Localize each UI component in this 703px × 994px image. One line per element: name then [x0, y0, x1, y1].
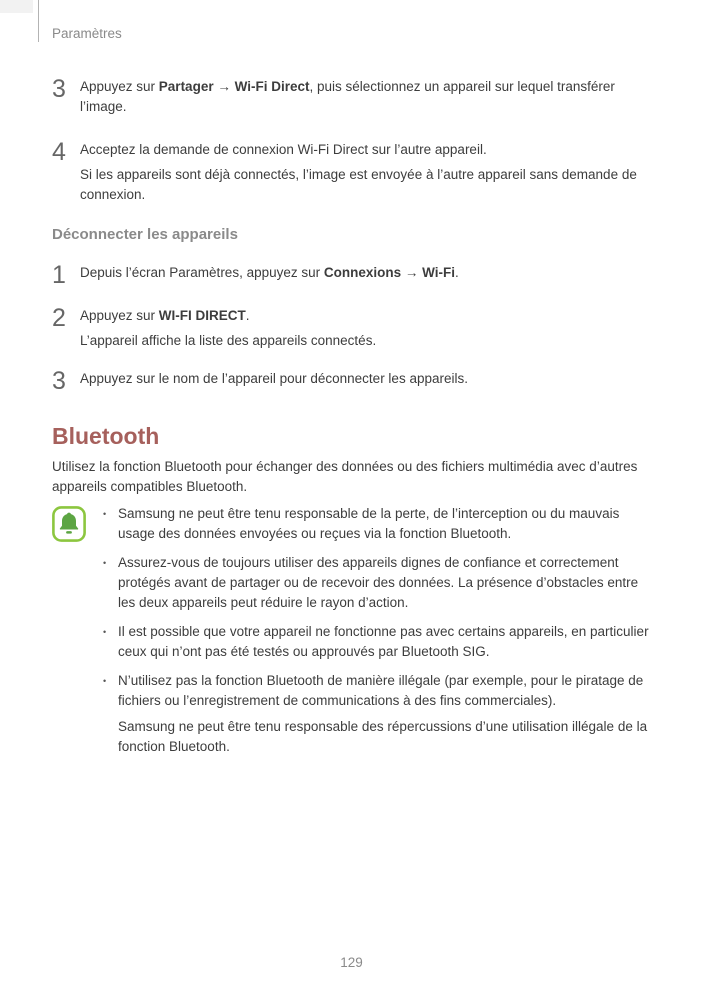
- step-disconnect-3: [52, 369, 650, 393]
- step-text: [80, 77, 650, 117]
- text-segment-bold: Wi-Fi: [422, 265, 456, 280]
- page-number: 129: [340, 955, 363, 970]
- bullet-followup-text: Samsung ne peut être tenu responsable des répercussions d’une utilisation illégale de la fonction Bluetooth.: [118, 719, 648, 754]
- step-number: 3: [52, 75, 66, 103]
- step-number: 2: [52, 304, 66, 332]
- notice-bullet-list: [103, 504, 650, 757]
- bluetooth-intro: Utilisez la fonction Bluetooth pour échanger des données ou des fichiers multimédia avec d’autres appareils compatibles Bluetooth.: [52, 459, 638, 494]
- text-segment: , puis sélectionnez un appareil sur lequel transférer l’image.: [80, 79, 615, 114]
- step-body: [80, 140, 650, 205]
- step-body: [80, 263, 650, 283]
- bullet-dot: •: [103, 558, 107, 568]
- bell-icon: [52, 506, 86, 542]
- bullet-dot: •: [103, 627, 107, 637]
- bullet-dot: •: [103, 676, 107, 686]
- text-segment: .: [245, 308, 250, 323]
- step-number: 4: [52, 138, 66, 166]
- text-segment: Depuis l’écran Paramètres, appuyez sur: [80, 265, 324, 280]
- step-text: [80, 263, 650, 283]
- text-segment-bold: Wi-Fi Direct: [234, 79, 310, 94]
- page-content: [52, 0, 650, 757]
- bullet-text: N’utilisez pas la fonction Bluetooth de manière illégale (par exemple, pour le piratage de fichiers ou l’enregistrement de communications à des fins commerciales).: [118, 673, 644, 708]
- text-segment: Appuyez sur le nom de l’appareil pour déconnecter les appareils.: [80, 371, 468, 386]
- bullet-text: Il est possible que votre appareil ne fonctionne pas avec certains appareils, en particulier ceux qui n’ont pas été testés ou approuvés par Bluetooth SIG.: [118, 624, 649, 659]
- subsection-title: Déconnecter les appareils: [52, 226, 238, 243]
- step-number: 1: [52, 261, 66, 289]
- step-text: [80, 369, 650, 389]
- step-send-4: [52, 140, 650, 205]
- notice-bullet: [103, 504, 650, 544]
- step-note: Si les appareils sont déjà connectés, l’image est envoyée à l’autre appareil sans demande de connexion.: [80, 167, 637, 202]
- step-send-3: [52, 77, 650, 117]
- step-body: [80, 369, 650, 389]
- header-vertical-rule: [38, 0, 39, 42]
- page-corner-shade: [0, 0, 33, 13]
- text-segment: Appuyez sur: [80, 308, 159, 323]
- text-segment-bold: Connexions: [323, 265, 402, 280]
- notice-block: [52, 504, 650, 757]
- text-segment: .: [455, 265, 459, 280]
- notice-bullet: [103, 671, 650, 711]
- bullet-text: Assurez-vous de toujours utiliser des appareils dignes de confiance et correctement protégés avant de partager ou de recevoir des données. La présence d’obstacles entre les deux appareils peut réduire le rayon d’action.: [118, 555, 639, 610]
- step-note: L’appareil affiche la liste des appareils connectés.: [80, 333, 377, 348]
- step-body: [80, 306, 650, 351]
- step-text: [80, 140, 650, 160]
- step-body: [80, 77, 650, 117]
- text-segment-bold: Partager: [158, 79, 214, 94]
- step-text: [80, 306, 650, 326]
- text-segment: Appuyez sur: [80, 79, 159, 94]
- bullet-dot: •: [103, 509, 107, 519]
- arrow-glyph: →: [213, 79, 235, 94]
- step-disconnect-2: [52, 306, 650, 351]
- arrow-glyph: →: [401, 265, 423, 280]
- chapter-header: Paramètres: [52, 26, 122, 41]
- notice-bullet: [103, 622, 650, 662]
- bullet-text: Samsung ne peut être tenu responsable de la perte, de l’interception ou du mauvais usage des données envoyées ou reçues via la fonction Bluetooth.: [118, 506, 620, 541]
- text-segment: Acceptez la demande de connexion Wi-Fi Direct sur l’autre appareil.: [80, 142, 487, 157]
- step-disconnect-1: [52, 263, 650, 287]
- notice-bullet: [103, 553, 650, 613]
- section-title-bluetooth: Bluetooth: [52, 423, 160, 449]
- text-segment-bold: WI-FI DIRECT: [158, 308, 246, 323]
- step-number: 3: [52, 367, 66, 395]
